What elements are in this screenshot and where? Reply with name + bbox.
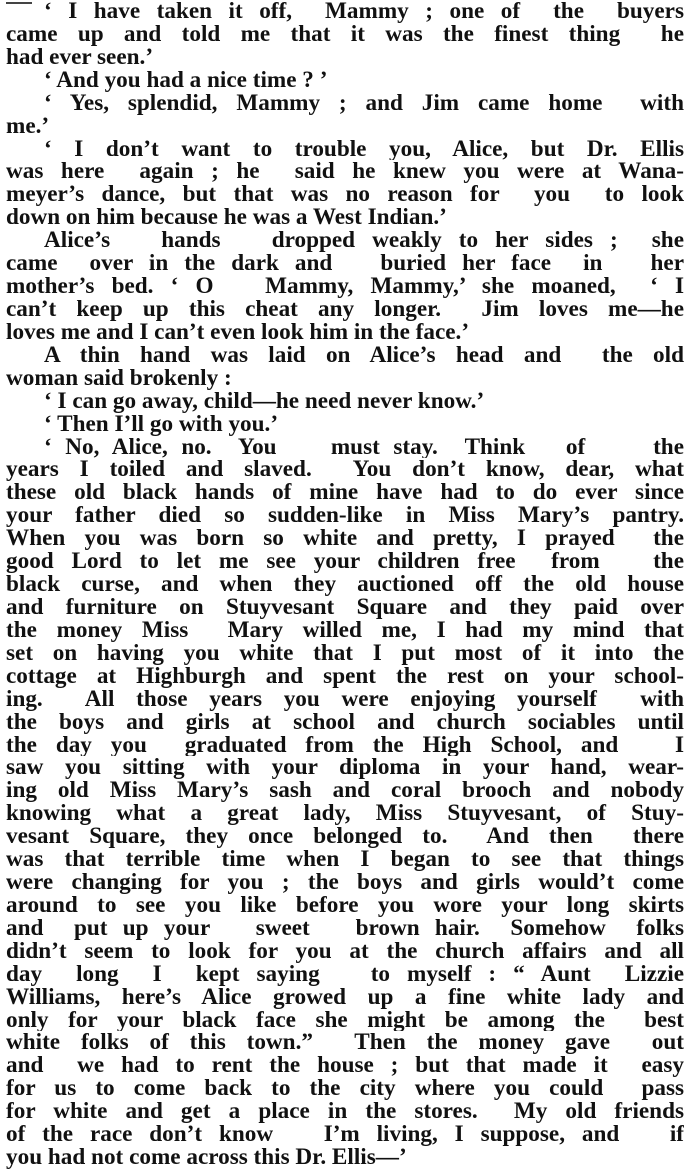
text-line: were changing for you ; the boys and girls would’t come [6,871,684,894]
top-rule-mark [6,2,32,4]
text-line: vesant Square, they once belonged to. And then there [6,825,684,849]
text-line: set on having you white that I put most of it into the [6,641,684,665]
text-line: Williams, here’s Alice growed up a fine white lady and [6,985,684,1009]
text-line: came over in the dark and buried her face in her [6,252,684,276]
document-page [6,0,684,1170]
text-line: A thin hand was laid on Alice’s head and the old [44,343,684,367]
text-line: only for your black face she might be among the best [6,1008,684,1032]
text-line: ‘ Then I’ll go with you.’ [44,412,279,436]
text-line: down on him because he was a West Indian.’ [6,206,447,230]
text-line: the boys and girls at school and church sociables until [6,710,684,734]
text-line: day long I kept saying to myself : “ Aunt Lizzie [6,962,684,986]
text-line: cottage at Highburgh and spent the rest on your school- [6,664,684,688]
text-line: was that terrible time when I began to see that things [6,848,684,872]
document-text [6,0,684,1169]
text-line: had ever seen.’ [6,45,154,69]
text-line: knowing what a great lady, Miss Stuyvesant, of Stuy- [6,802,684,826]
text-line: the money Miss Mary willed me, I had my mind that [6,618,684,642]
text-line: these old black hands of mine have had to do ever since [6,481,684,505]
text-line: for white and get a place in the stores. My old friends [6,1100,684,1124]
text-line: and put up your sweet brown hair. Somehow folks [6,916,684,940]
text-line: black curse, and when they auctioned off the old house [6,573,684,596]
text-line: me.’ [6,114,50,138]
text-line: and furniture on Stuyvesant Square and they paid over [6,595,684,619]
text-line: Alice’s hands dropped weakly to her sides ; she [44,229,684,253]
text-line: came up and told me that it was the finest thing he [6,22,684,46]
text-line: ‘ I don’t want to trouble you, Alice, but Dr. Ellis [44,137,684,161]
text-line: was here again ; he said he knew you were at Wana- [6,160,684,184]
text-line: When you was born so white and pretty, I prayed the [6,527,684,551]
text-line: ‘ I can go away, child—he need never know.’ [44,389,485,413]
text-line: your father died so sudden-like in Miss Mary’s pantry. [6,504,684,528]
text-line: the day you graduated from the High School, and I [6,733,684,757]
text-line: and we had to rent the house ; but that made it easy [6,1054,684,1078]
text-line: woman said brokenly : [6,366,232,390]
text-line: can’t keep up this cheat any longer. Jim loves me—he [6,297,684,321]
text-line: good Lord to let me see your children free from the [6,550,684,574]
text-line: saw you sitting with your diploma in your hand, wear- [6,756,684,780]
text-line: around to see you like before you wore your long skirts [6,893,684,917]
text-line: didn’t seem to look for you at the church affairs and all [6,939,684,963]
text-line: years I toiled and slaved. You don’t know, dear, what [6,458,684,482]
text-line: ‘ No, Alice, no. You must stay. Think of the [44,435,684,459]
text-line: ‘ I have taken it off, Mammy ; one of the buyers [44,0,684,23]
text-line: of the race don’t know I’m living, I suppose, and if [6,1123,684,1147]
text-line: you had not come across this Dr. Ellis—’ [6,1146,407,1170]
text-line: ‘ Yes, splendid, Mammy ; and Jim came home with [44,91,684,115]
text-line: meyer’s dance, but that was no reason for you to look [6,183,684,207]
text-line: white folks of this town.” Then the money gave out [6,1031,684,1055]
text-line: ing old Miss Mary’s sash and coral brooch and nobody [6,779,684,803]
text-line: for us to come back to the city where you could pass [6,1077,684,1101]
text-line: mother’s bed. ‘ O Mammy, Mammy,’ she moaned, ‘ I [6,275,684,298]
text-line: ing. All those years you were enjoying yourself with [6,687,684,711]
text-line: loves me and I can’t even look him in the face.’ [6,320,470,344]
text-line: ‘ And you had a nice time ? ’ [44,68,328,92]
